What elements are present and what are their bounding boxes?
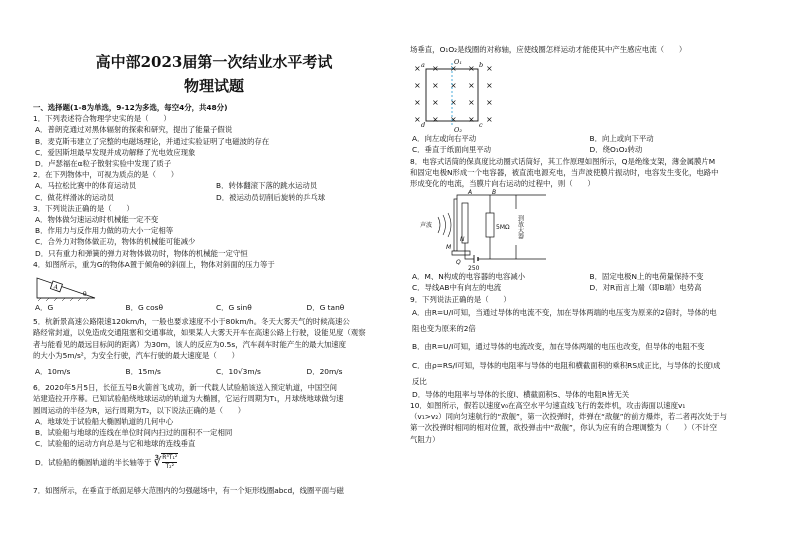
cube-root-formula: [154, 453, 179, 471]
question-line: 圆周运动的半径为R，运行周期为T₂，以下说法正确的是（ ）: [33, 405, 246, 415]
svg-text:×: ×: [486, 64, 493, 74]
support-q: [452, 251, 470, 255]
option-c: C．试验船的运动方向总是与它和地球的连线垂直: [35, 439, 196, 449]
option-d: D．对R而言上端（即B端）电势高: [589, 283, 702, 293]
option-b: B．由R=U/I可知，通过导体的电流改变，加在导体两端的电压也改变，但导体的电阻不变: [412, 341, 705, 351]
fraction-numerator: R³T₁²: [162, 454, 178, 462]
option-c: C．10√3m/s: [216, 367, 261, 377]
svg-text:×: ×: [468, 115, 475, 125]
question-3: [33, 203, 395, 259]
svg-text:×: ×: [468, 81, 475, 91]
options-row: [410, 133, 765, 144]
option-b: B．作用力与反作用力做的功大小一定相等: [35, 226, 174, 236]
question-line: 气阻力）: [410, 434, 440, 444]
options-row: [410, 144, 765, 155]
hatch-marks: [38, 298, 89, 301]
svg-text:×: ×: [432, 115, 439, 125]
question-7-options: [410, 133, 765, 155]
option-d: D．导体的电阻率与导体的长度l、横截面积S、导体的电阻R皆无关: [412, 389, 630, 399]
label-q: Q: [456, 259, 461, 267]
section-heading: 一、选择题(1-8为单选，9-12为多选，每空4分，共48分): [33, 103, 228, 112]
option-b: B．固定电极N上的电荷量保持不变: [589, 272, 704, 282]
label-a: A: [468, 189, 473, 197]
options-row: [33, 366, 395, 377]
option-c: C．垂直于纸面向里平动: [412, 145, 492, 155]
question-9: [410, 294, 765, 400]
sound-wave-icon: [438, 213, 451, 237]
label-amplifier: 到放大器: [516, 215, 524, 240]
option-d: D．20m/s: [306, 367, 343, 377]
question-line: 第一次投弹时相同的相对位置，欲投弹击中“敌舰”，你认为应有的合理调整为（ ）（不计空: [410, 423, 717, 433]
svg-text:×: ×: [486, 98, 493, 108]
option-c: C．G sinθ: [216, 303, 252, 313]
coil-figure: [412, 57, 502, 133]
root-sign: ∛: [153, 454, 162, 469]
label-o2: O₂: [454, 126, 462, 134]
option-d: D．只有重力和弹簧的弹力对物体做功时，物体的机械能一定守恒: [35, 248, 248, 258]
option-a: A．普朗克通过对黑体辐射的探索和研究，提出了能量子假说: [35, 125, 233, 135]
label-sound: 声波: [420, 222, 433, 230]
question-line: 5．杭新景高速公路限速120km/h，一般也要求速度不小于80km/h。冬天大雾天气的时候高速公: [33, 317, 350, 327]
right-column: [410, 0, 765, 445]
angle-label: θ: [83, 291, 87, 299]
question-4: [33, 259, 395, 313]
svg-text:×: ×: [468, 64, 475, 74]
left-column: [33, 0, 395, 497]
question-line: 6．2020年5月5日，长征五号B火箭首飞成功，新一代载人试验船该送入预定轨道，中国空间: [33, 383, 338, 393]
label-d: d: [421, 121, 426, 130]
option-a: A．M、N构成的电容器的电容减小: [412, 272, 526, 282]
microphone-circuit-figure: [408, 189, 568, 271]
svg-text:×: ×: [486, 81, 493, 91]
question-line: 8．电容式话筒的保真度比动圈式话筒好，其工作原理如图所示，Q是绝缘支架，薄金属膜片M: [410, 156, 716, 166]
label-b: B: [492, 189, 497, 197]
question-stem: 9．下列说法正确的是（ ）: [410, 294, 511, 304]
block-label: A: [52, 283, 59, 292]
question-2: [33, 169, 395, 203]
question-7-line: 场垂直，O₁O₂是线圈的对称轴，应使线圈怎样运动才能使其中产生感应电流（ ）: [410, 45, 687, 54]
option-a: A．向左或向右平动: [412, 134, 477, 144]
question-line: 和固定电极N形成一个电容器，被直流电源充电，当声波使膜片振动时，电容发生变化，电路中: [410, 167, 719, 177]
svg-text:×: ×: [450, 81, 457, 91]
svg-text:×: ×: [450, 115, 457, 125]
label-n: N: [460, 236, 465, 244]
label-b: b: [479, 61, 484, 70]
options-row: [33, 302, 395, 313]
svg-text:×: ×: [450, 98, 457, 108]
option-b: B．向上或向下平动: [589, 134, 654, 144]
option-d: D．G tanθ: [306, 303, 345, 313]
svg-text:×: ×: [486, 115, 493, 125]
svg-text:×: ×: [414, 64, 421, 74]
option-c: C．导线AB中有向左的电流: [412, 283, 502, 293]
question-stem: 1．下列表述符合物理学史实的是（ ）: [33, 114, 171, 124]
option-a: A．马拉松比赛中的体育运动员: [35, 181, 137, 191]
option-b: B．麦克斯韦建立了完整的电磁场理论，并通过实验证明了电磁波的存在: [35, 136, 270, 146]
block-a: [50, 281, 62, 292]
options-row: [410, 271, 765, 282]
options-row: [410, 282, 765, 293]
label-m: M: [446, 244, 452, 252]
option-c: C．合外力对物体做正功，物体的机械能可能减少: [35, 237, 196, 247]
question-line: 10．如图所示，假若以速度v₀在高空水平匀速直线飞行的轰炸机，攻击海面以速度v₁: [410, 401, 686, 411]
svg-text:×: ×: [450, 64, 457, 74]
diaphragm-m: [454, 199, 457, 251]
fraction: [161, 453, 178, 471]
question-stem: 2．在下列物体中，可视为质点的是（ ）: [33, 170, 179, 180]
question-stem: 4．如图所示，重为G的物体A置于倾角θ的斜面上，物体对斜面的压力等于: [33, 259, 275, 269]
option-a: A．物体做匀速运动时机械能一定不变: [35, 215, 159, 225]
option-c-line: C．由ρ=RS/l可知，导体的电阻率与导体的电阻和横截面积的乘积RS成正比，与导体的长度l成: [412, 360, 721, 370]
option-a-line: A．由R=U/I可知，当通过导体的电流不变，加在导体两端的电压变为原来的2倍时，导体的电: [412, 307, 717, 317]
svg-text:×: ×: [414, 98, 421, 108]
option-d-text: D．试验船的椭圆轨道的半长轴等于: [35, 457, 152, 467]
options-row: [33, 180, 395, 191]
question-1: [33, 113, 395, 169]
question-line: 形成变化的电流，当膜片向右运动的过程中，则（ ）: [410, 179, 595, 189]
fraction-denominator: T₂²: [165, 463, 174, 471]
question-line: 者与能看见的最远目标间的距离）为30m，该人的反应为0.5s，汽车刹车时能产生的最大加速度: [33, 339, 347, 349]
question-10: [410, 400, 765, 445]
question-line: 站建造拉开序幕。已知试验船绕地球运动的轨道为大椭圆，它运行周期为T₁，月球绕地球做匀速: [33, 394, 344, 404]
question-7-line: 7．如图所示，在垂直于纸面足够大范围内的匀强磁场中，有一个矩形线圈abcd，线圈平面与磁: [33, 486, 344, 496]
svg-text:×: ×: [432, 81, 439, 91]
question-8: [410, 156, 765, 294]
resistor-r: [486, 213, 494, 237]
option-d: D．被运动员切削后旋转的乒乓球: [216, 192, 326, 202]
option-a: A．10m/s: [35, 367, 71, 377]
option-b: B．G cosθ: [125, 303, 163, 313]
option-a: A．G: [35, 303, 54, 313]
exam-subtitle: 物理试题: [183, 77, 244, 95]
svg-text:×: ×: [468, 98, 475, 108]
question-6: [33, 382, 395, 475]
question-line: 的大小为5m/s²，为安全行驶，汽车行驶的最大速度是（ ）: [33, 350, 239, 360]
incline-figure: [33, 270, 103, 302]
svg-text:×: ×: [432, 64, 439, 74]
option-d: [33, 449, 395, 475]
option-c: C．做花样滑冰的运动员: [35, 192, 115, 202]
exam-title: 高中部2023届第一次结业水平考试: [95, 53, 333, 71]
option-c-line: 反比: [412, 376, 427, 386]
svg-text:×: ×: [414, 115, 421, 125]
option-d: D．绕O₁O₂转动: [589, 145, 643, 155]
option-b: B．试验船与地球的连线在单位时间内扫过的面积不一定相同: [35, 428, 233, 438]
option-d: D．卢瑟福在α粒子散射实验中发现了质子: [35, 159, 172, 169]
question-line: （v₁>v₂）同向匀速航行的“敌舰”，第一次投弹时，炸弹在“敌舰”的前方爆炸，若二者再次处于与: [410, 412, 728, 422]
label-o1: O₁: [454, 58, 462, 67]
label-resistance: 5MΩ: [496, 224, 510, 232]
option-a: A．地球处于试验船大椭圆轨道的几何中心: [35, 416, 174, 426]
option-a-line: 阻也变为原来的2倍: [412, 323, 476, 333]
svg-text:×: ×: [414, 81, 421, 91]
question-line: 路经常封道，以免造成交通阻塞和交通事故，如果某人大雾天开车在高速公路上行驶，设能见度（观察: [33, 328, 366, 338]
options-row: [33, 192, 395, 203]
option-c: C．爱因斯坦最早发现并成功解释了光电效应现象: [35, 147, 196, 157]
option-b: B．15m/s: [125, 367, 161, 377]
label-a: a: [421, 61, 425, 70]
svg-text:×: ×: [432, 98, 439, 108]
label-c: c: [479, 121, 483, 130]
label-voltage: 250: [468, 265, 480, 272]
question-5: [33, 316, 395, 377]
option-b: B．转体翻滚下落的跳水运动员: [216, 181, 318, 191]
question-stem: 3．下列说法正确的是（ ）: [33, 203, 134, 213]
